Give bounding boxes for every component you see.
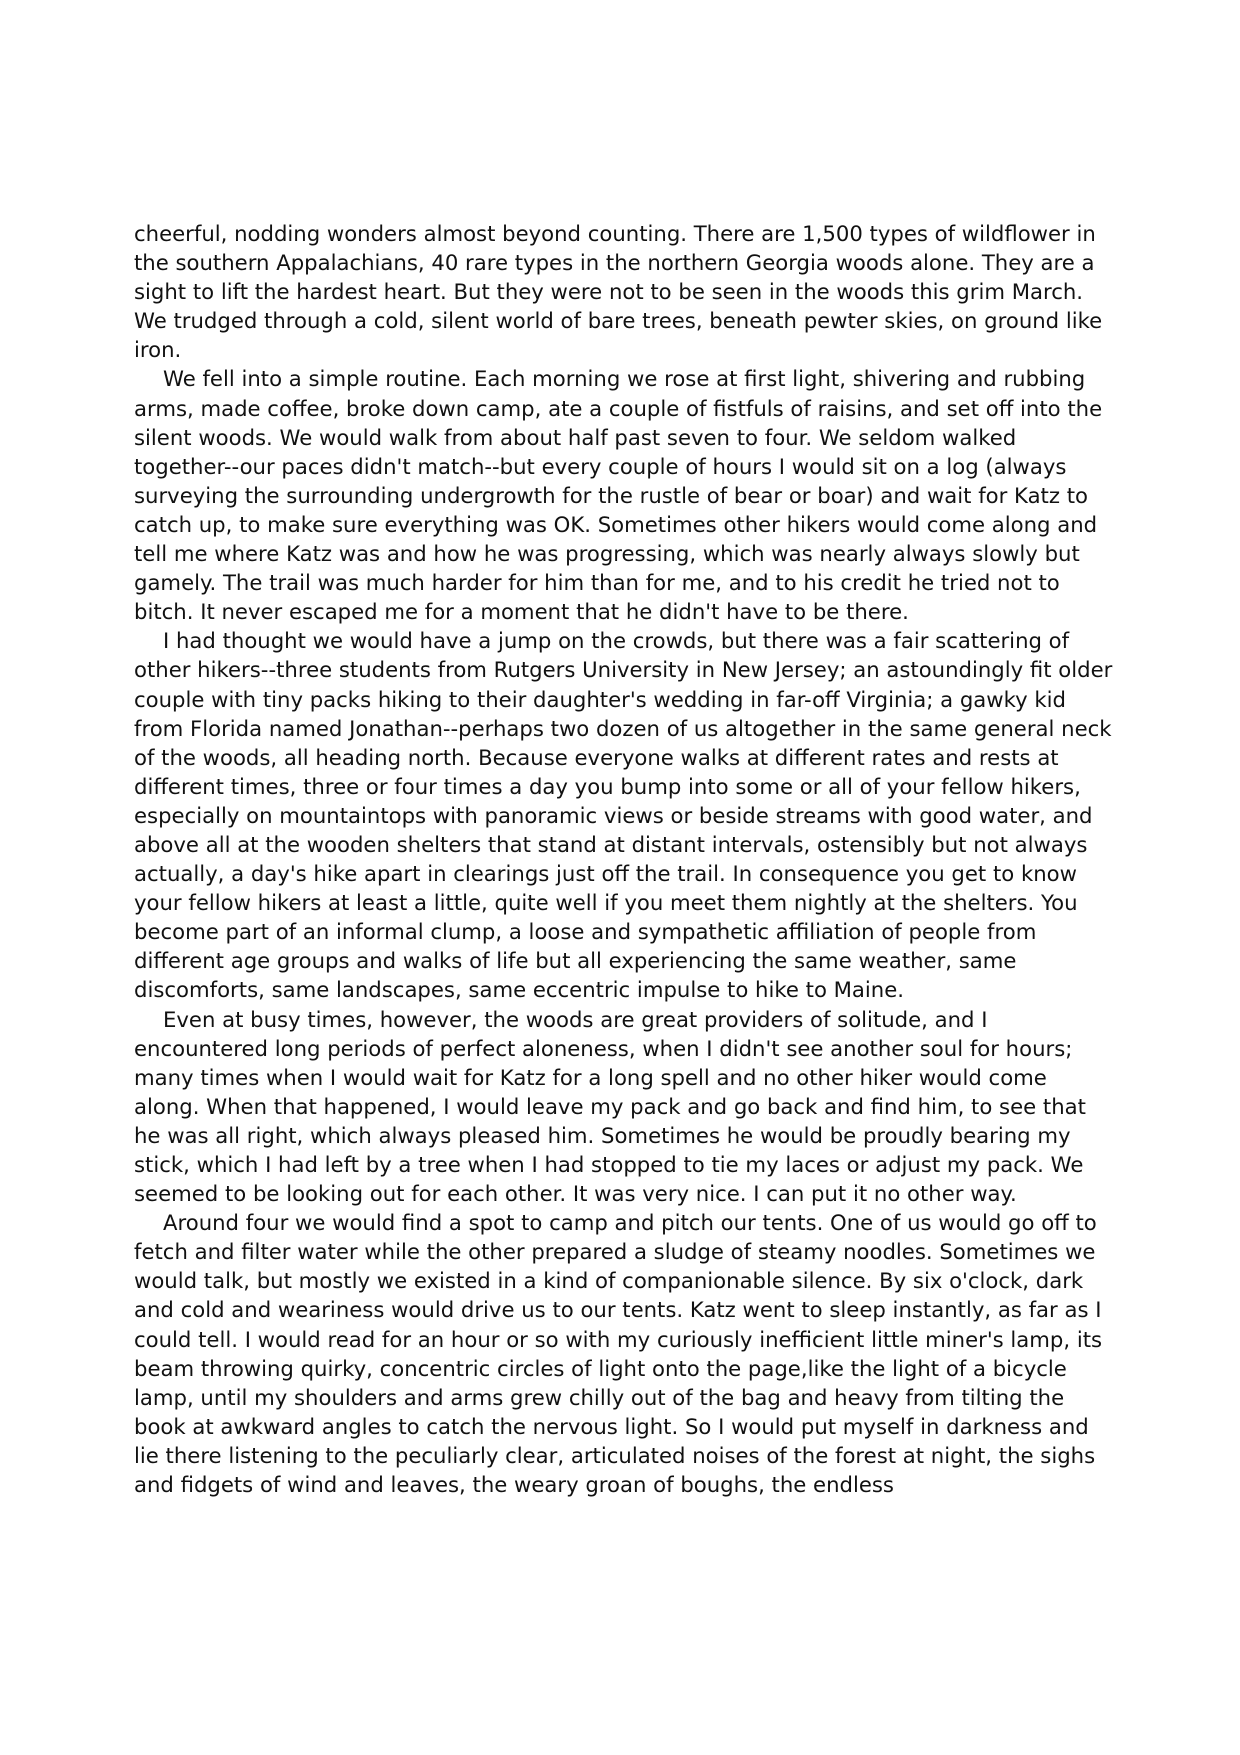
paragraph-4: Even at busy times, however, the woods are great providers of solitude, and I encountered long periods of perfect aloneness, when I didn't see another soul for hours; many times when I would wait for Katz for a long spell and no other hiker would come along. When that happened, I would leave my pack and go back and find him, to see that he was all right, which always pleased him. Sometimes he would be proudly bearing my stick, which I had left by a tree when I had stopped to tie my laces or adjust my pack. We seemed to be looking out for each other. It was very nice. I can put it no other way. (134, 1006, 1086, 1207)
paragraph-1: cheerful, nodding wonders almost beyond counting. There are 1,500 types of wildflower in the southern Appalachians, 40 rare types in the northern Georgia woods alone. They are a sight to lift the hardest heart. But they were not to be seen in the woods this grim March. We trudged through a cold, silent world of bare trees, beneath pewter skies, on ground like iron. (134, 221, 1103, 363)
paragraph-2: We fell into a simple routine. Each morning we rose at first light, shivering and rubbing arms, made coffee, broke down camp, ate a couple of fistfuls of raisins, and set off into the silent woods. We would walk from about half past seven to four. We seldom walked together--our paces didn't match--but every couple of hours I would sit on a log (always surveying the surrounding undergrowth for the rustle of bear or boar) and wait for Katz to catch up, to make sure everything was OK. Sometimes other hikers would come along and tell me where Katz was and how he was progressing, which was nearly always slowly but gamely. The trail was much harder for him than for me, and to his credit he tried not to bitch. It never escaped me for a moment that he didn't have to be there. (134, 366, 1103, 625)
paragraph-5: Around four we would find a spot to camp and pitch our tents. One of us would go off to fetch and filter water while the other prepared a sludge of steamy noodles. Sometimes we would talk, but mostly we existed in a kind of companionable silence. By six o'clock, dark and cold and weariness would drive us to our tents. Katz went to sleep instantly, as far as I could tell. I would read for an hour or so with my curiously inefficient little miner's lamp, its beam throwing quirky, concentric circles of light onto the page,like the light of a bicycle lamp, until my shoulders and arms grew chilly out of the bag and heavy from tilting the book at awkward angles to catch the nervous light. So I would put myself in darkness and lie there listening to the peculiarly clear, articulated noises of the forest at night, the sighs and fidgets of wind and leaves, the weary groan of boughs, the endless (134, 1210, 1103, 1498)
body-text (134, 219, 1114, 1499)
paragraph-3: I had thought we would have a jump on the crowds, but there was a fair scattering of other hikers--three students from Rutgers University in New Jersey; an astoundingly fit older couple with tiny packs hiking to their daughter's wedding in far-off Virginia; a gawky kid from Florida named Jonathan--perhaps two dozen of us altogether in the same general neck of the woods, all heading north. Because everyone walks at different rates and rests at different times, three or four times a day you bump into some or all of your fellow hikers, especially on mountaintops with panoramic views or beside streams with good water, and above all at the wooden shelters that stand at distant intervals, ostensibly but not always actually, a day's hike apart in clearings just off the trail. In consequence you get to know your fellow hikers at least a little, quite well if you meet them nightly at the shelters. You become part of an informal clump, a loose and sympathetic affiliation of people from different age groups and walks of life but all experiencing the same weather, same discomforts, same landscapes, same eccentric impulse to hike to Maine. (134, 628, 1113, 1003)
